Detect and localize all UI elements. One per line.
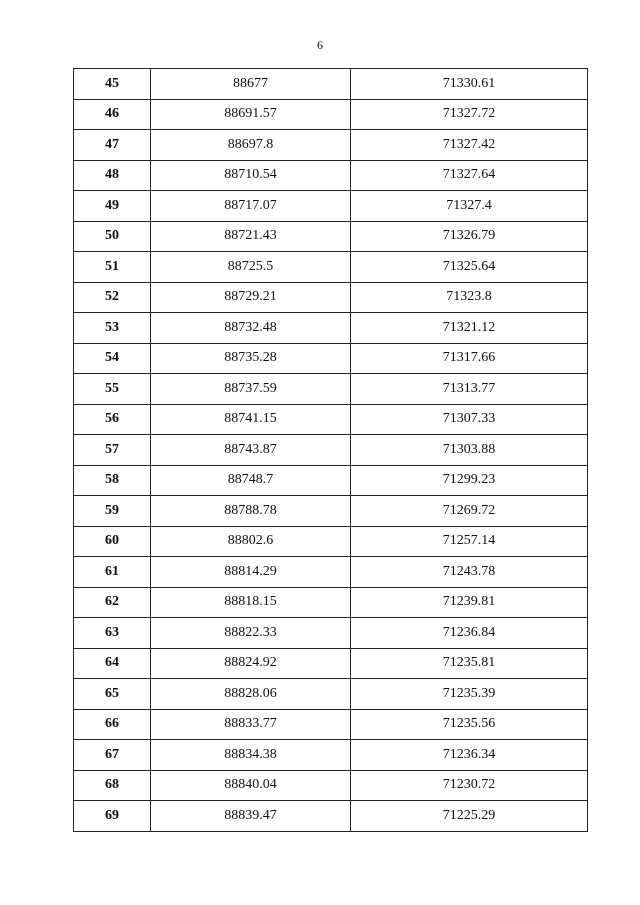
- x-coordinate-cell: 88748.7: [151, 465, 351, 496]
- point-number-cell: 59: [74, 496, 151, 527]
- y-coordinate-cell: 71236.34: [351, 740, 588, 771]
- table-row: [74, 221, 588, 252]
- x-coordinate-cell: 88833.77: [151, 709, 351, 740]
- table-row: [74, 557, 588, 588]
- x-coordinate-cell: 88732.48: [151, 313, 351, 344]
- y-coordinate-cell: 71317.66: [351, 343, 588, 374]
- point-number-cell: 69: [74, 801, 151, 832]
- y-coordinate-cell: 71235.56: [351, 709, 588, 740]
- table-row: [74, 770, 588, 801]
- x-coordinate-cell: 88822.33: [151, 618, 351, 649]
- table-row: [74, 191, 588, 222]
- table-row: [74, 374, 588, 405]
- point-number-cell: 62: [74, 587, 151, 618]
- point-number-cell: 56: [74, 404, 151, 435]
- table-row: [74, 709, 588, 740]
- x-coordinate-cell: 88802.6: [151, 526, 351, 557]
- table-row: [74, 282, 588, 313]
- y-coordinate-cell: 71321.12: [351, 313, 588, 344]
- table-row: [74, 648, 588, 679]
- x-coordinate-cell: 88743.87: [151, 435, 351, 466]
- y-coordinate-cell: 71326.79: [351, 221, 588, 252]
- point-number-cell: 58: [74, 465, 151, 496]
- x-coordinate-cell: 88839.47: [151, 801, 351, 832]
- x-coordinate-cell: 88735.28: [151, 343, 351, 374]
- table-row: [74, 99, 588, 130]
- coordinates-table: [73, 68, 588, 832]
- y-coordinate-cell: 71230.72: [351, 770, 588, 801]
- x-coordinate-cell: 88814.29: [151, 557, 351, 588]
- x-coordinate-cell: 88737.59: [151, 374, 351, 405]
- y-coordinate-cell: 71239.81: [351, 587, 588, 618]
- point-number-cell: 50: [74, 221, 151, 252]
- y-coordinate-cell: 71257.14: [351, 526, 588, 557]
- x-coordinate-cell: 88788.78: [151, 496, 351, 527]
- x-coordinate-cell: 88729.21: [151, 282, 351, 313]
- point-number-cell: 46: [74, 99, 151, 130]
- table-row: [74, 160, 588, 191]
- table-row: [74, 526, 588, 557]
- x-coordinate-cell: 88710.54: [151, 160, 351, 191]
- point-number-cell: 65: [74, 679, 151, 710]
- point-number-cell: 57: [74, 435, 151, 466]
- y-coordinate-cell: 71327.72: [351, 99, 588, 130]
- point-number-cell: 61: [74, 557, 151, 588]
- table-row: [74, 679, 588, 710]
- point-number-cell: 67: [74, 740, 151, 771]
- table-row: [74, 496, 588, 527]
- point-number-cell: 45: [74, 69, 151, 100]
- y-coordinate-cell: 71243.78: [351, 557, 588, 588]
- y-coordinate-cell: 71303.88: [351, 435, 588, 466]
- point-number-cell: 54: [74, 343, 151, 374]
- x-coordinate-cell: 88691.57: [151, 99, 351, 130]
- point-number-cell: 63: [74, 618, 151, 649]
- table-row: [74, 435, 588, 466]
- y-coordinate-cell: 71269.72: [351, 496, 588, 527]
- y-coordinate-cell: 71313.77: [351, 374, 588, 405]
- y-coordinate-cell: 71325.64: [351, 252, 588, 283]
- point-number-cell: 52: [74, 282, 151, 313]
- point-number-cell: 68: [74, 770, 151, 801]
- x-coordinate-cell: 88697.8: [151, 130, 351, 161]
- y-coordinate-cell: 71235.81: [351, 648, 588, 679]
- point-number-cell: 49: [74, 191, 151, 222]
- point-number-cell: 51: [74, 252, 151, 283]
- table-row: [74, 465, 588, 496]
- y-coordinate-cell: 71323.8: [351, 282, 588, 313]
- x-coordinate-cell: 88818.15: [151, 587, 351, 618]
- coordinates-table-body: [74, 69, 588, 832]
- point-number-cell: 64: [74, 648, 151, 679]
- table-row: [74, 69, 588, 100]
- table-row: [74, 130, 588, 161]
- point-number-cell: 48: [74, 160, 151, 191]
- page-number: 6: [317, 38, 323, 52]
- table-row: [74, 313, 588, 344]
- x-coordinate-cell: 88840.04: [151, 770, 351, 801]
- y-coordinate-cell: 71327.64: [351, 160, 588, 191]
- table-row: [74, 740, 588, 771]
- y-coordinate-cell: 71225.29: [351, 801, 588, 832]
- table-row: [74, 618, 588, 649]
- y-coordinate-cell: 71330.61: [351, 69, 588, 100]
- point-number-cell: 47: [74, 130, 151, 161]
- table-row: [74, 587, 588, 618]
- y-coordinate-cell: 71327.4: [351, 191, 588, 222]
- x-coordinate-cell: 88824.92: [151, 648, 351, 679]
- x-coordinate-cell: 88741.15: [151, 404, 351, 435]
- point-number-cell: 60: [74, 526, 151, 557]
- table-row: [74, 343, 588, 374]
- y-coordinate-cell: 71235.39: [351, 679, 588, 710]
- table-row: [74, 404, 588, 435]
- y-coordinate-cell: 71327.42: [351, 130, 588, 161]
- x-coordinate-cell: 88721.43: [151, 221, 351, 252]
- table-row: [74, 801, 588, 832]
- y-coordinate-cell: 71299.23: [351, 465, 588, 496]
- point-number-cell: 53: [74, 313, 151, 344]
- y-coordinate-cell: 71307.33: [351, 404, 588, 435]
- x-coordinate-cell: 88834.38: [151, 740, 351, 771]
- x-coordinate-cell: 88725.5: [151, 252, 351, 283]
- table-row: [74, 252, 588, 283]
- x-coordinate-cell: 88677: [151, 69, 351, 100]
- point-number-cell: 66: [74, 709, 151, 740]
- x-coordinate-cell: 88717.07: [151, 191, 351, 222]
- x-coordinate-cell: 88828.06: [151, 679, 351, 710]
- y-coordinate-cell: 71236.84: [351, 618, 588, 649]
- point-number-cell: 55: [74, 374, 151, 405]
